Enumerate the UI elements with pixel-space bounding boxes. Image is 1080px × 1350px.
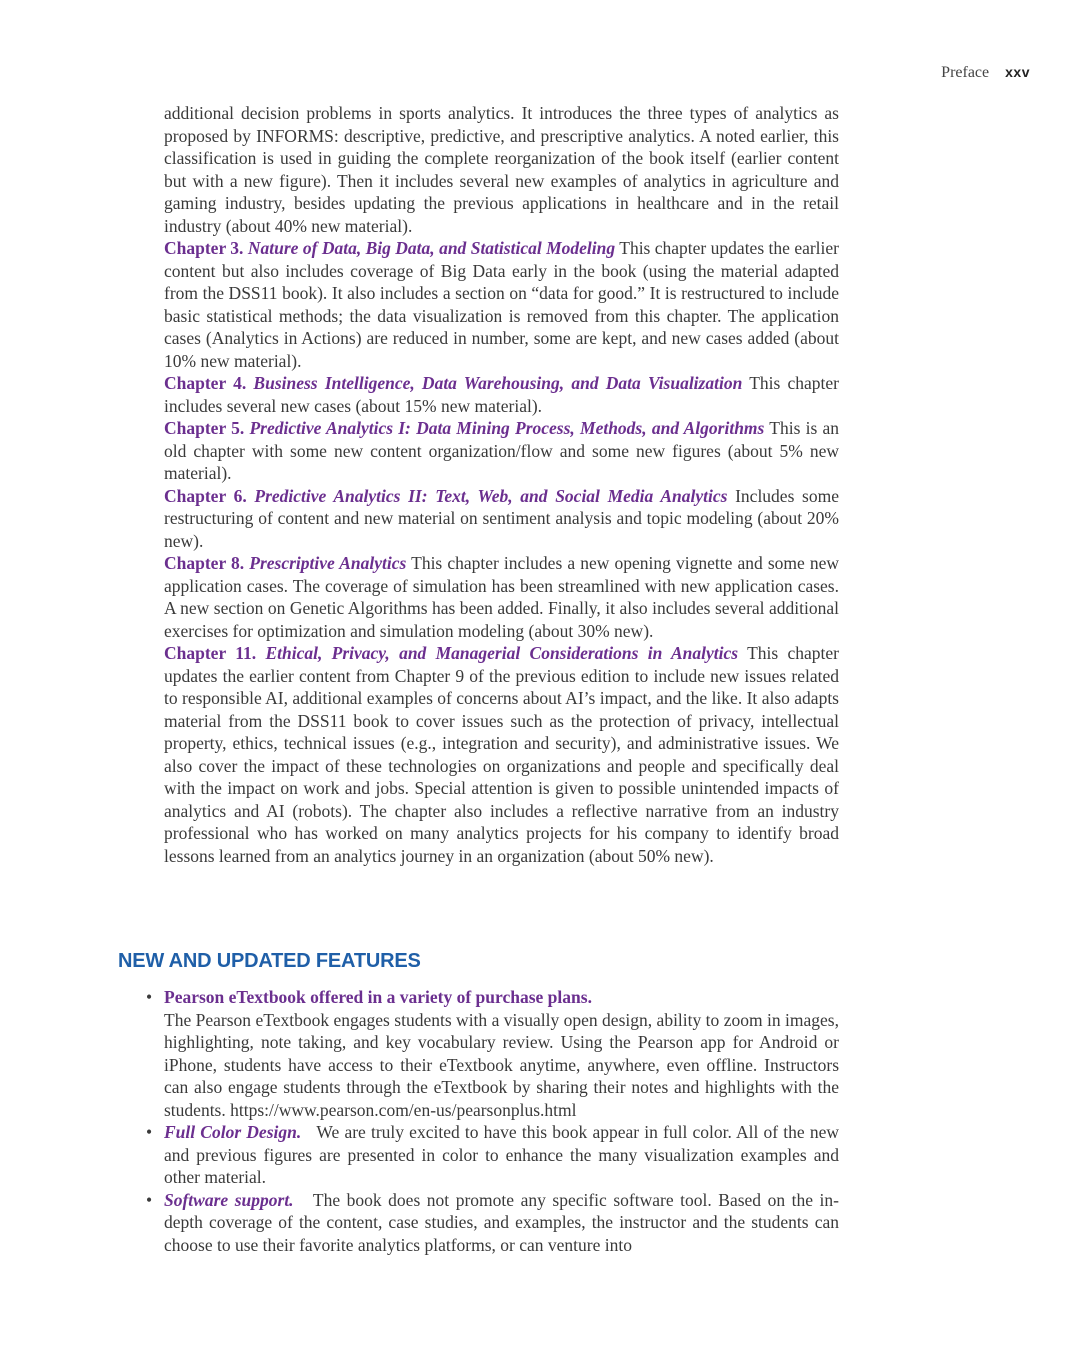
chapter-entry: [164, 417, 839, 485]
chapter-title: Predictive Analytics II: Text, Web, and Social Media Analytics: [254, 485, 728, 506]
chapter-label: Chapter 11.: [164, 643, 257, 663]
bullet-icon: •: [146, 1189, 153, 1210]
chapter-entry: [164, 237, 839, 372]
chapter-label: Chapter 8.: [164, 553, 245, 573]
feature-title: Full Color Design.: [164, 1122, 302, 1142]
section-heading: NEW AND UPDATED FEATURES: [118, 950, 421, 972]
chapter-label: Chapter 4.: [164, 373, 247, 393]
chapter-label: Chapter 3.: [164, 238, 244, 258]
chapter-entry: [164, 642, 839, 867]
feature-description: The Pearson eTextbook engages students with a visually open design, ability to zoom in images, highlighting, note taking, and key vocabulary review. Using the Pearson app for Android or iPhone, students have access to their eTextbook anytime, anywhere, even offline. Instructors can also engage students through the eTextbook by sharing their notes and highlights with the students. https://www.pearson.com/en-us/pearsonplus.html: [164, 1009, 839, 1120]
feature-title: Pearson eTextbook offered in a variety of purchase plans.: [164, 987, 592, 1007]
feature-item: [146, 1121, 839, 1189]
chapter-title: Nature of Data, Big Data, and Statistical Modeling: [247, 238, 616, 258]
features-list: [146, 986, 840, 1256]
chapter-entry: [164, 485, 839, 553]
feature-item: [146, 986, 839, 1121]
chapter-label: Chapter 6.: [164, 485, 247, 506]
chapter-title: Business Intelligence, Data Warehousing, and Data Visualization: [253, 373, 743, 393]
running-head-title: Preface: [941, 64, 990, 81]
feature-item: [146, 1189, 840, 1257]
chapter-description: This chapter updates the earlier content but also includes coverage of Big Data early in the book (using the material adapted from the DSS11 book). It also includes a section on “data for good.” It is restructured to include basic statistical methods; the data visualization is removed from this chapter. The application cases (Analytics in Actions) are reduced in number, some are kept, and new cases added (about 10% new material).: [164, 238, 840, 371]
chapter-entry: [164, 372, 839, 417]
chapter-label: Chapter 5.: [164, 418, 245, 438]
chapter-title: Predictive Analytics I: Data Mining Process, Methods, and Algorithms: [249, 418, 765, 438]
chapter-description: This is an old chapter with some new content organization/flow and some new figures (about 5% new material).: [164, 418, 839, 483]
chapter-entry: [164, 552, 839, 642]
chapter-description: This chapter includes several new cases (about 15% new material).: [164, 373, 840, 416]
chapter-description: This chapter includes a new opening vignette and some new application cases. The coverage of simulation has been streamlined with new application cases. A new section on Genetic Algorithms has been added. Finally, it also includes several additional exercises for optimization and simulation modeling (about 30% new).: [164, 553, 840, 641]
running-head: [941, 64, 1030, 82]
bullet-icon: •: [146, 1122, 153, 1142]
chapter-title: Prescriptive Analytics: [249, 553, 407, 573]
bullet-icon: •: [146, 987, 153, 1007]
chapter-summaries: [164, 102, 839, 867]
feature-title: Software support.: [164, 1189, 294, 1210]
chapter-title: Ethical, Privacy, and Managerial Considerations in Analytics: [265, 643, 739, 663]
feature-description: We are truly excited to have this book appear in full color. All of the new and previous figures are presented in color to enhance the many visualization examples and other material.: [164, 1122, 839, 1187]
page-number: xxv: [1005, 64, 1030, 80]
chapter-description: Includes some restructuring of content and new material on sentiment analysis and topic modeling (about 20% new).: [164, 485, 839, 551]
chapter-description: This chapter updates the earlier content from Chapter 9 of the previous edition to include new issues related to responsible AI, additional examples of concerns about AI’s impact, and the like. It also adapts material from the DSS11 book to cover issues such as the protection of privacy, intellectual property, ethics, technical issues (e.g., integration and security), and administrative issues. We also cover the impact of these technologies on organizations and people and specifically deal with the impact on work and jobs. Special attention is given to possible unintended impacts of analytics and AI (robots). The chapter also includes a reflective narrative from an industry professional who has worked on many analytics projects for his company to identify broad lessons learned from an analytics journey in an organization (about 50% new).: [164, 643, 840, 866]
feature-description: The book does not promote any specific software tool. Based on the in-depth coverage of the content, case studies, and examples, the instructor and the students can choose to use their favorite analytics platforms, or can venture into: [164, 1189, 840, 1255]
intro-paragraph: additional decision problems in sports analytics. It introduces the three types of analytics as proposed by INFORMS: descriptive, predictive, and prescriptive analytics. A noted earlier, this classification is used in guiding the complete reorganization of the book itself (earlier content but with a new figure). Then it includes several new examples of analytics in agriculture and gaming industry, besides updating the previous applications in healthcare and in the retail industry (about 40% new material).: [164, 103, 839, 236]
